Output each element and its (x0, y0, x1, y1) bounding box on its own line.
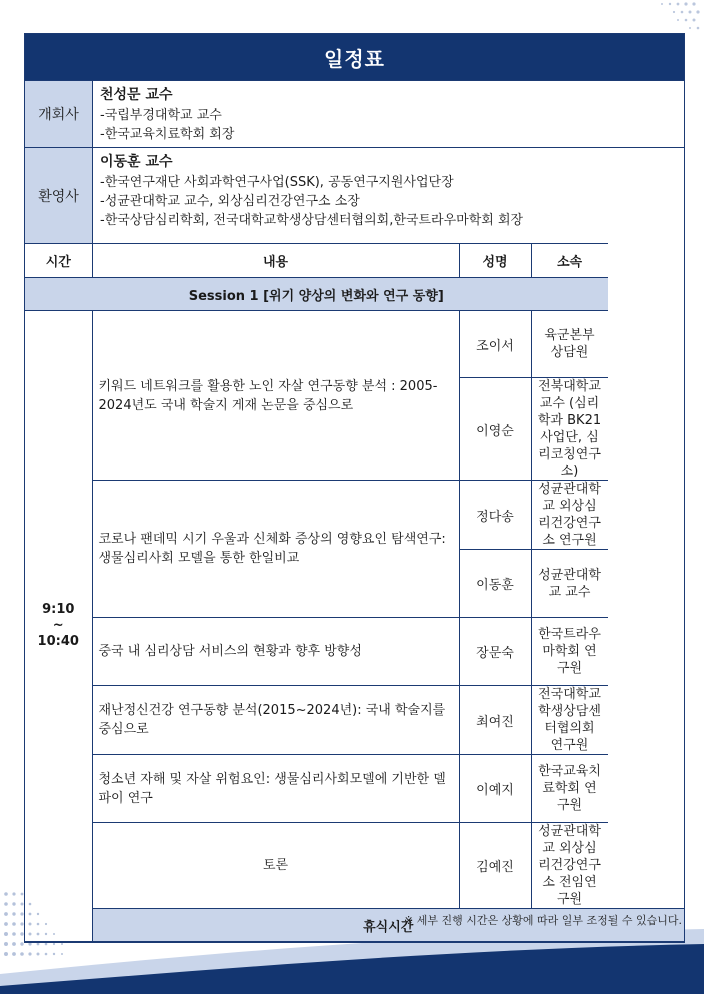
program-row (25, 481, 684, 550)
program-row (25, 311, 684, 378)
header-affiliation: 소속 (531, 244, 608, 278)
presenter-affiliation: 한국트라우마학회 연구원 (531, 618, 608, 686)
opening-body (93, 81, 241, 147)
presenter-name: 정다송 (459, 481, 531, 550)
schedule-title: 일정표 (25, 34, 684, 80)
presenter-affiliation: 성균관대학교 외상심리건강연구소 전임연구원 (531, 823, 608, 909)
time-tilde: ~ (52, 618, 64, 633)
break-label: 휴식시간 (92, 909, 684, 942)
presenter-name: 장문숙 (459, 618, 531, 686)
footnote: ※ 세부 진행 시간은 상황에 따라 일부 조정될 수 있습니다. (404, 914, 682, 927)
welcome-line: -한국연구재단 사회과학연구사업(SSK), 공동연구지원사업단장 (100, 175, 454, 190)
welcome-line: -한국상담심리학회, 전국대학교학생상담센터협의회,한국트라우마학회 회장 (100, 213, 524, 228)
time-cell (25, 311, 92, 942)
header-content: 내용 (92, 244, 459, 278)
program-row (25, 618, 684, 686)
header-row (25, 244, 684, 278)
welcome-label: 환영사 (25, 148, 93, 243)
opening-speaker-name: 천성문 교수 (100, 87, 173, 103)
session-row (25, 278, 684, 311)
program-row (25, 823, 684, 909)
header-time: 시간 (25, 244, 92, 278)
welcome-speaker-name: 이동훈 교수 (100, 154, 173, 170)
presenter-affiliation: 성균관대학교 교수 (531, 550, 608, 618)
presenter-affiliation: 전북대학교 교수 (심리학과 BK21 사업단, 심리코칭연구소) (531, 378, 608, 481)
opening-line: -국립부경대학교 교수 (100, 108, 222, 123)
presenter-name: 이예지 (459, 755, 531, 823)
opening-line: -한국교육치료학회 회장 (100, 127, 235, 142)
program-grid (25, 243, 684, 942)
topic-cell: 코로나 팬데믹 시기 우울과 신체화 증상의 영향요인 탐색연구: 생물심리사회 모델을 통한 한일비교 (92, 481, 459, 618)
presenter-name: 이동훈 (459, 550, 531, 618)
welcome-line: -성균관대학교 교수, 외상심리건강연구소 소장 (100, 194, 360, 209)
time-end: 10:40 (37, 634, 79, 649)
opening-remarks-row (25, 80, 684, 147)
topic-cell: 재난정신건강 연구동향 분석(2015~2024년): 국내 학술지를 중심으로 (92, 686, 459, 755)
opening-label: 개회사 (25, 81, 93, 147)
topic-cell: 키워드 네트워크를 활용한 노인 자살 연구동향 분석 : 2005-2024년도 국내 학술지 게재 논문을 중심으로 (92, 311, 459, 481)
presenter-name: 이영순 (459, 378, 531, 481)
presenter-name: 최여진 (459, 686, 531, 755)
session-title: Session 1 [위기 양상의 변화와 연구 동향] (25, 278, 608, 311)
header-name: 성명 (459, 244, 531, 278)
topic-cell: 토론 (92, 823, 459, 909)
time-start: 9:10 (42, 602, 75, 617)
topic-cell: 청소년 자해 및 자살 위험요인: 생물심리사회모델에 기반한 델파이 연구 (92, 755, 459, 823)
program-row (25, 686, 684, 755)
welcome-body (93, 148, 530, 243)
topic-cell: 중국 내 심리상담 서비스의 현황과 향후 방향성 (92, 618, 459, 686)
presenter-affiliation: 육군본부 상담원 (531, 311, 608, 378)
presenter-name: 조이서 (459, 311, 531, 378)
presenter-affiliation: 성균관대학교 외상심리건강연구소 연구원 (531, 481, 608, 550)
program-row (25, 755, 684, 823)
schedule-table (24, 33, 685, 943)
presenter-affiliation: 한국교육치료학회 연구원 (531, 755, 608, 823)
presenter-name: 김예진 (459, 823, 531, 909)
presenter-affiliation: 전국대학교 학생상담센터협의회 연구원 (531, 686, 608, 755)
welcome-remarks-row (25, 147, 684, 243)
